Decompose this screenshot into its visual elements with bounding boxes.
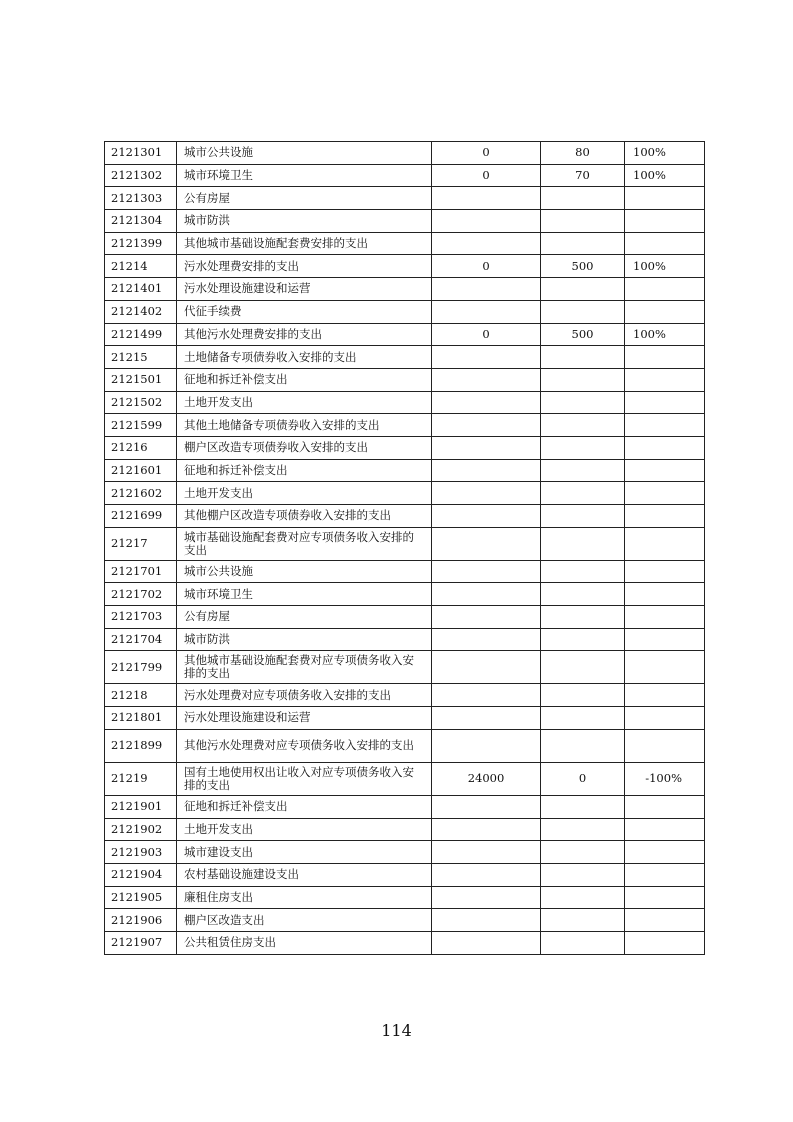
table-row [105, 300, 705, 323]
table-row [105, 762, 705, 795]
row-percent [625, 729, 705, 762]
row-name: 土地储备专项债券收入安排的支出 [177, 346, 432, 369]
row-name: 公有房屋 [177, 606, 432, 629]
row-value-a [432, 583, 541, 606]
row-name: 其他城市基础设施配套费安排的支出 [177, 232, 432, 255]
table-row [105, 278, 705, 301]
row-percent: 100% [625, 323, 705, 346]
table-body [105, 142, 705, 955]
row-percent: 100% [625, 164, 705, 187]
row-name: 代征手续费 [177, 300, 432, 323]
table-row [105, 142, 705, 165]
row-value-a: 0 [432, 142, 541, 165]
row-code: 2121906 [105, 909, 177, 932]
row-code: 2121902 [105, 818, 177, 841]
row-value-a [432, 628, 541, 651]
row-value-a [432, 841, 541, 864]
row-value-b: 80 [541, 142, 625, 165]
row-code: 21214 [105, 255, 177, 278]
table-row [105, 346, 705, 369]
row-percent [625, 210, 705, 233]
row-name: 其他棚户区改造专项债券收入安排的支出 [177, 505, 432, 528]
table-row [105, 323, 705, 346]
row-name: 征地和拆迁补偿支出 [177, 459, 432, 482]
row-value-b [541, 482, 625, 505]
row-value-a: 24000 [432, 762, 541, 795]
table-row [105, 255, 705, 278]
row-value-a [432, 482, 541, 505]
row-percent [625, 300, 705, 323]
row-percent: -100% [625, 762, 705, 795]
row-value-b [541, 628, 625, 651]
row-value-a: 0 [432, 323, 541, 346]
row-percent [625, 863, 705, 886]
row-percent [625, 459, 705, 482]
row-code: 21216 [105, 436, 177, 459]
row-value-b [541, 436, 625, 459]
row-value-a: 0 [432, 255, 541, 278]
row-value-b [541, 527, 625, 560]
row-code: 2121702 [105, 583, 177, 606]
row-value-a [432, 459, 541, 482]
table-row [105, 527, 705, 560]
row-code: 2121302 [105, 164, 177, 187]
row-value-b [541, 651, 625, 684]
row-value-a [432, 278, 541, 301]
table-row [105, 583, 705, 606]
row-code: 2121704 [105, 628, 177, 651]
row-percent [625, 368, 705, 391]
row-name: 城市防洪 [177, 210, 432, 233]
table-row [105, 795, 705, 818]
table-row [105, 368, 705, 391]
row-value-b [541, 414, 625, 437]
row-code: 2121601 [105, 459, 177, 482]
row-value-b: 70 [541, 164, 625, 187]
row-code: 2121907 [105, 931, 177, 954]
row-value-b: 0 [541, 762, 625, 795]
row-value-b [541, 606, 625, 629]
table-row [105, 164, 705, 187]
row-code: 2121801 [105, 707, 177, 730]
page-number: 114 [381, 1021, 412, 1040]
table-row [105, 628, 705, 651]
row-value-b: 500 [541, 323, 625, 346]
table-row [105, 459, 705, 482]
row-percent [625, 482, 705, 505]
row-value-b [541, 909, 625, 932]
row-value-a [432, 651, 541, 684]
row-percent [625, 684, 705, 707]
row-percent [625, 436, 705, 459]
row-code: 21217 [105, 527, 177, 560]
row-value-b [541, 841, 625, 864]
row-value-b [541, 729, 625, 762]
row-code: 2121402 [105, 300, 177, 323]
row-code: 2121799 [105, 651, 177, 684]
row-value-b [541, 931, 625, 954]
row-code: 2121602 [105, 482, 177, 505]
row-percent [625, 795, 705, 818]
row-value-a [432, 886, 541, 909]
row-percent [625, 346, 705, 369]
row-code: 2121699 [105, 505, 177, 528]
table-row [105, 684, 705, 707]
row-code: 2121904 [105, 863, 177, 886]
row-code: 2121903 [105, 841, 177, 864]
row-name: 其他城市基础设施配套费对应专项债务收入安排的支出 [177, 651, 432, 684]
row-percent [625, 628, 705, 651]
table-row [105, 210, 705, 233]
row-value-a [432, 560, 541, 583]
row-name: 其他土地储备专项债券收入安排的支出 [177, 414, 432, 437]
row-name: 城市建设支出 [177, 841, 432, 864]
table-row [105, 482, 705, 505]
row-value-a [432, 818, 541, 841]
row-code: 21215 [105, 346, 177, 369]
row-name: 城市环境卫生 [177, 164, 432, 187]
row-value-b [541, 684, 625, 707]
row-value-a [432, 346, 541, 369]
row-name: 土地开发支出 [177, 818, 432, 841]
row-value-b [541, 391, 625, 414]
row-name: 城市公共设施 [177, 142, 432, 165]
row-value-a [432, 931, 541, 954]
table-row [105, 931, 705, 954]
table-row [105, 560, 705, 583]
row-value-a [432, 368, 541, 391]
row-percent [625, 651, 705, 684]
row-name: 棚户区改造专项债券收入安排的支出 [177, 436, 432, 459]
row-value-b [541, 300, 625, 323]
row-value-b [541, 210, 625, 233]
table-row [105, 606, 705, 629]
row-value-a [432, 414, 541, 437]
row-name: 廉租住房支出 [177, 886, 432, 909]
row-code: 2121703 [105, 606, 177, 629]
table-row [105, 886, 705, 909]
row-value-b [541, 187, 625, 210]
row-name: 污水处理设施建设和运营 [177, 278, 432, 301]
row-percent [625, 414, 705, 437]
row-value-a [432, 527, 541, 560]
row-code: 2121901 [105, 795, 177, 818]
row-percent [625, 391, 705, 414]
row-value-b [541, 278, 625, 301]
row-value-a [432, 232, 541, 255]
row-percent [625, 606, 705, 629]
table-row [105, 818, 705, 841]
row-value-b [541, 583, 625, 606]
row-percent [625, 818, 705, 841]
row-percent [625, 527, 705, 560]
row-value-a [432, 684, 541, 707]
row-value-a [432, 210, 541, 233]
row-code: 2121502 [105, 391, 177, 414]
row-value-b [541, 818, 625, 841]
row-value-b [541, 560, 625, 583]
row-name: 污水处理费安排的支出 [177, 255, 432, 278]
row-value-a [432, 795, 541, 818]
row-value-a: 0 [432, 164, 541, 187]
table-row [105, 909, 705, 932]
table-row [105, 187, 705, 210]
table-row [105, 729, 705, 762]
row-name: 城市基础设施配套费对应专项债务收入安排的支出 [177, 527, 432, 560]
row-name: 污水处理设施建设和运营 [177, 707, 432, 730]
row-name: 其他污水处理费对应专项债务收入安排的支出 [177, 729, 432, 762]
row-code: 21218 [105, 684, 177, 707]
row-value-b [541, 505, 625, 528]
row-value-a [432, 391, 541, 414]
row-value-b [541, 368, 625, 391]
row-code: 2121401 [105, 278, 177, 301]
row-percent [625, 707, 705, 730]
row-code: 2121501 [105, 368, 177, 391]
row-name: 公共租赁住房支出 [177, 931, 432, 954]
row-value-b [541, 863, 625, 886]
row-name: 征地和拆迁补偿支出 [177, 368, 432, 391]
row-percent [625, 909, 705, 932]
row-name: 其他污水处理费安排的支出 [177, 323, 432, 346]
row-name: 征地和拆迁补偿支出 [177, 795, 432, 818]
row-value-a [432, 729, 541, 762]
row-value-a [432, 863, 541, 886]
row-code: 2121899 [105, 729, 177, 762]
row-percent: 100% [625, 255, 705, 278]
table-row [105, 505, 705, 528]
row-name: 污水处理费对应专项债务收入安排的支出 [177, 684, 432, 707]
row-value-a [432, 187, 541, 210]
table-row [105, 651, 705, 684]
row-value-b [541, 795, 625, 818]
row-percent [625, 931, 705, 954]
row-code: 2121905 [105, 886, 177, 909]
row-name: 城市防洪 [177, 628, 432, 651]
table-row [105, 841, 705, 864]
row-value-b [541, 232, 625, 255]
row-name: 城市环境卫生 [177, 583, 432, 606]
row-value-a [432, 436, 541, 459]
table-row [105, 863, 705, 886]
row-value-a [432, 707, 541, 730]
table-row [105, 436, 705, 459]
row-percent: 100% [625, 142, 705, 165]
row-code: 2121304 [105, 210, 177, 233]
row-value-a [432, 505, 541, 528]
row-value-b [541, 346, 625, 369]
table-row [105, 391, 705, 414]
row-value-b [541, 886, 625, 909]
table-row [105, 707, 705, 730]
row-name: 土地开发支出 [177, 391, 432, 414]
row-code: 2121399 [105, 232, 177, 255]
row-name: 棚户区改造支出 [177, 909, 432, 932]
row-value-a [432, 909, 541, 932]
row-value-a [432, 606, 541, 629]
row-percent [625, 232, 705, 255]
row-percent [625, 560, 705, 583]
row-percent [625, 278, 705, 301]
row-percent [625, 187, 705, 210]
row-code: 2121303 [105, 187, 177, 210]
row-value-b [541, 459, 625, 482]
row-value-a [432, 300, 541, 323]
row-percent [625, 505, 705, 528]
row-name: 公有房屋 [177, 187, 432, 210]
row-percent [625, 886, 705, 909]
row-name: 农村基础设施建设支出 [177, 863, 432, 886]
row-name: 国有土地使用权出让收入对应专项债务收入安排的支出 [177, 762, 432, 795]
budget-table [104, 141, 705, 955]
row-code: 2121499 [105, 323, 177, 346]
row-value-b [541, 707, 625, 730]
row-code: 21219 [105, 762, 177, 795]
row-name: 城市公共设施 [177, 560, 432, 583]
row-name: 土地开发支出 [177, 482, 432, 505]
row-code: 2121301 [105, 142, 177, 165]
row-percent [625, 583, 705, 606]
row-code: 2121599 [105, 414, 177, 437]
row-percent [625, 841, 705, 864]
table-row [105, 414, 705, 437]
row-code: 2121701 [105, 560, 177, 583]
table-row [105, 232, 705, 255]
row-value-b: 500 [541, 255, 625, 278]
